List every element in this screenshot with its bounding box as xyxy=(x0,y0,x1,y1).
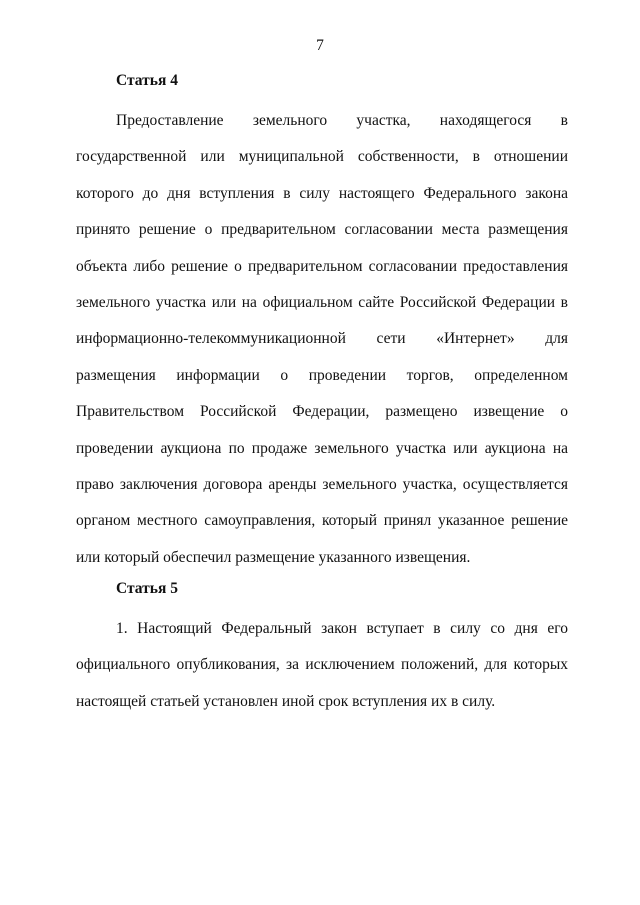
article-4-heading: Статья 4 xyxy=(116,72,178,89)
article-4-text: Предоставление земельного участка, находящегося в государственной или муниципальной собственности, в отношении которого до дня вступления в силу настоящего Федерального закона принято решение о предварительном согласовании места размещения объекта либо решение о предварительном согласовании предоставления земельного участка или на официальном сайте Российской Федерации в информационно-телекоммуникационной сети «Интернет» для размещения информации о проведении торгов, определенном Правительством Российской Федерации, размещено извещение о проведении аукциона по продаже земельного участка или аукциона на право заключения договора аренды земельного участка, осуществляется органом местного самоуправления, который принял указанное решение или который обеспечил размещение указанного извещения. xyxy=(76,112,568,566)
article-5-text: 1. Настоящий Федеральный закон вступает в силу со дня его официального опубликования, за исключением положений, для которых настоящей статьей установлен иной срок вступления их в силу. xyxy=(76,620,568,710)
page-number: 7 xyxy=(316,37,324,54)
article-5-heading: Статья 5 xyxy=(116,580,178,597)
